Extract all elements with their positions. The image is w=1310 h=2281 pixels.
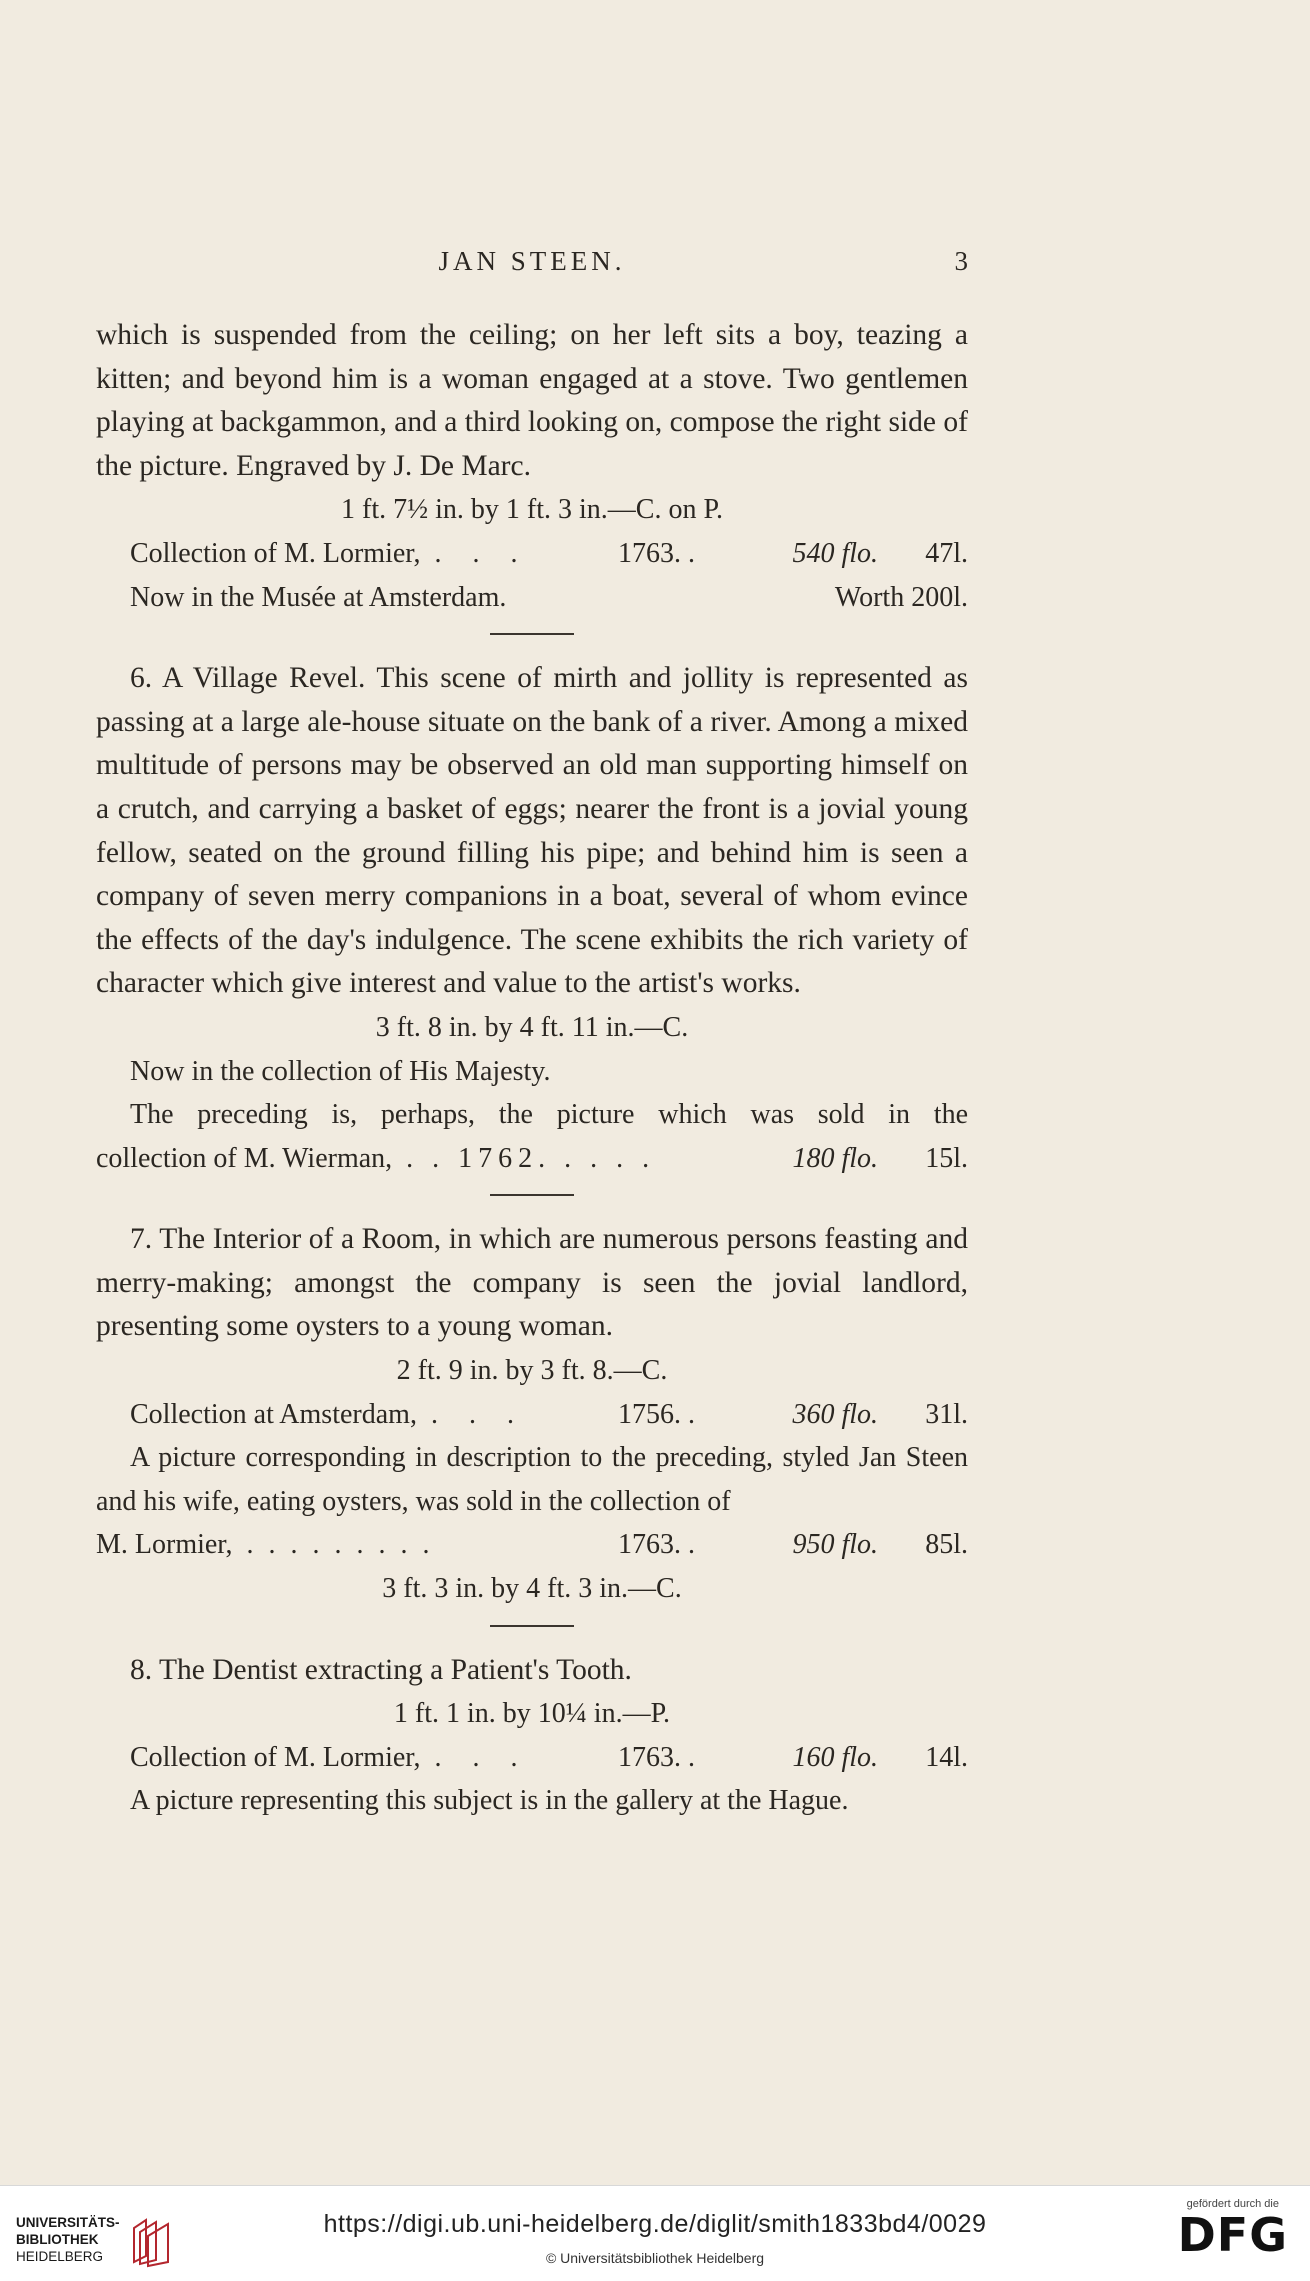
collection-year: 1756. . bbox=[618, 1398, 695, 1430]
collection-pounds: 85l. bbox=[925, 1529, 968, 1561]
entry-8-collection-line bbox=[96, 1736, 968, 1780]
running-title: JAN STEEN. bbox=[438, 246, 626, 276]
entry-6-note: The preceding is, perhaps, the picture which was sold in the bbox=[130, 1099, 968, 1131]
entry-7-dimensions-2: 3 ft. 3 in. by 4 ft. 3 in.—C. bbox=[382, 1573, 682, 1605]
copyright-notice: © Universitätsbibliothek Heidelberg bbox=[545, 2250, 765, 2266]
body-text bbox=[96, 314, 968, 1823]
collection-florins: 180 flo. bbox=[792, 1142, 878, 1174]
entry-8-paragraph: 8. The Dentist extracting a Patient's Tooth. bbox=[130, 1653, 632, 1686]
page-number: 3 bbox=[954, 246, 968, 276]
library-name-line-2: BIBLIOTHEK bbox=[16, 2231, 99, 2247]
entry-7-dimensions: 2 ft. 9 in. by 3 ft. 8.—C. bbox=[396, 1355, 668, 1387]
collection-label: Collection of M. Lormier, bbox=[130, 1741, 421, 1773]
permalink-url[interactable]: https://digi.ub.uni-heidelberg.de/diglit/smith1833bd4/0029 bbox=[323, 2210, 987, 2238]
collection-label: M. Lormier, bbox=[96, 1529, 233, 1561]
collection-florins: 950 flo. bbox=[792, 1529, 878, 1561]
location-label: Now in the Musée at Amsterdam. bbox=[130, 581, 507, 613]
collection-label: collection of M. Wierman, bbox=[96, 1142, 393, 1174]
dfg-logo-icon: DFG bbox=[1177, 2208, 1288, 2262]
entry-6-paragraph: 6. A Village Revel. This scene of mirth and jollity is represented as passing at a large ale-house situate on the bank of a river. Among a mixed multitude of persons may be observed an old man supporting himself on a crutch, and carrying a basket of eggs; nearer the front is a jovial young fellow, seated on the ground filling his pipe; and behind him is seen a company of seven merry companions in a boat, several of whom evince the effects of the day's indulgence. The scene exhibits the rich variety of character which give interest and value to the artist's works. bbox=[96, 662, 968, 1000]
entry-7-collection-line-2 bbox=[96, 1523, 968, 1567]
collection-label: Collection at Amsterdam, bbox=[130, 1398, 417, 1430]
collection-pounds: 31l. bbox=[925, 1398, 968, 1430]
intro-location-line bbox=[96, 576, 968, 620]
library-name-line-3: HEIDELBERG bbox=[16, 2248, 104, 2264]
collection-pounds: 14l. bbox=[925, 1741, 968, 1773]
intro-collection-line bbox=[96, 532, 968, 576]
entry-8-note: A picture representing this subject is in the gallery at the Hague. bbox=[130, 1785, 849, 1817]
section-divider bbox=[490, 1194, 574, 1196]
entry-6-dimensions: 3 ft. 8 in. by 4 ft. 11 in.—C. bbox=[375, 1011, 689, 1043]
collection-dots: . . 1762. . . . . bbox=[406, 1142, 656, 1174]
section-divider bbox=[490, 1625, 574, 1627]
section-divider bbox=[490, 633, 574, 635]
collection-dots: . . . bbox=[434, 1741, 530, 1773]
collection-florins: 540 flo. bbox=[792, 537, 878, 569]
intro-dimensions: 1 ft. 7½ in. by 1 ft. 3 in.—C. on P. bbox=[341, 494, 723, 526]
collection-dots: . . . bbox=[434, 537, 530, 569]
dfg-funding-badge[interactable] bbox=[1178, 2198, 1288, 2260]
collection-year: 1763. . bbox=[618, 1741, 695, 1773]
collection-pounds: 47l. bbox=[925, 537, 968, 569]
entry-8-dimensions: 1 ft. 1 in. by 10¼ in.—P. bbox=[393, 1698, 671, 1730]
entry-7-collection-line bbox=[96, 1393, 968, 1437]
entry-7-note: A picture corresponding in description to the preceding, styled Jan Steen and his wife, eating oysters, was sold in the collection of bbox=[96, 1442, 968, 1517]
collection-year: 1763. . bbox=[618, 537, 695, 569]
collection-florins: 360 flo. bbox=[792, 1398, 878, 1430]
location-worth: Worth 200l. bbox=[834, 581, 968, 613]
running-header bbox=[96, 246, 968, 286]
intro-paragraph: which is suspended from the ceiling; on her left sits a boy, teazing a kitten; and beyond him is a woman engaged at a stove. Two gentlemen playing at backgammon, and a third looking on, compose the right side of the picture. Engraved by J. De Marc. bbox=[96, 319, 968, 482]
entry-7-paragraph: 7. The Interior of a Room, in which are numerous persons feasting and merry-making; amongst the company is seen the jovial landlord, presenting some oysters to a young woman. bbox=[96, 1223, 968, 1343]
collection-pounds: 15l. bbox=[925, 1142, 968, 1174]
viewer-footer bbox=[0, 2185, 1310, 2281]
collection-florins: 160 flo. bbox=[792, 1741, 878, 1773]
collection-dots: . . . . . . . . . bbox=[246, 1529, 434, 1561]
funded-by-label: gefördert durch die bbox=[1186, 2198, 1279, 2210]
library-name-line-1: UNIVERSITÄTS- bbox=[16, 2214, 120, 2230]
entry-6-collection-line bbox=[96, 1137, 968, 1181]
collection-dots: . . . bbox=[430, 1398, 526, 1430]
collection-label: Collection of M. Lormier, bbox=[130, 537, 421, 569]
collection-year: 1763. . bbox=[618, 1529, 695, 1561]
entry-6-location: Now in the collection of His Majesty. bbox=[130, 1055, 551, 1087]
